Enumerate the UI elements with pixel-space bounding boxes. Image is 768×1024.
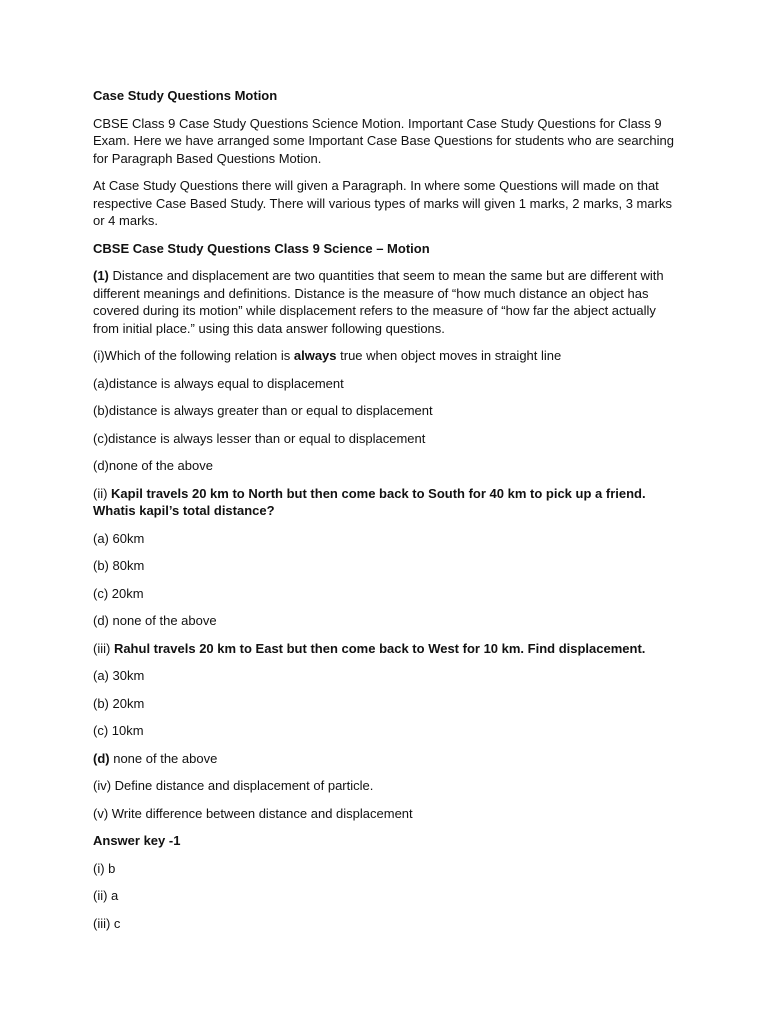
case-passage-text: Distance and displacement are two quantities that seem to mean the same but are different with different meanings and definitions. Distance is the measure of “how much distance an object has covered during its motion” while displacement refers to the measure of “how far the abject actually from initial place.” using this data answer following questions.: [93, 268, 664, 336]
document-page: [93, 87, 683, 942]
question-2-label: (ii): [93, 485, 112, 501]
section-heading: CBSE Case Study Questions Class 9 Science – Motion: [93, 240, 430, 256]
answer-2: (ii) a: [93, 888, 119, 903]
question-2-option-c: (c) 20km: [93, 585, 144, 601]
case-passage: [93, 267, 683, 337]
answer-key-heading: Answer key -1: [93, 833, 181, 848]
case-number: (1): [93, 268, 109, 283]
question-1-option-c: (c)distance is always lesser than or equal to displacement: [93, 430, 426, 446]
question-3-option-b: (b) 20km: [93, 695, 145, 711]
question-1-option-a: (a)distance is always equal to displacement: [93, 375, 344, 391]
question-1-option-d: (d)none of the above: [93, 458, 213, 473]
question-1-suffix: true when object moves in straight line: [336, 348, 562, 363]
question-3: [93, 640, 683, 658]
question-2-option-d: (d) none of the above: [93, 613, 217, 628]
question-5: (v) Write difference between distance and displacement: [93, 805, 413, 821]
question-4: (iv) Define distance and displacement of particle.: [93, 778, 374, 793]
question-2-text: Kapil travels 20 km to North but then come back to South for 40 km to pick up a friend. Whatis kapil’s total distance?: [93, 485, 646, 518]
question-1-option-b: (b)distance is always greater than or equal to displacement: [93, 403, 433, 418]
intro-paragraph-2: At Case Study Questions there will given a Paragraph. In where some Questions will made on that respective Case Based Study. There will various types of marks will given 1 marks, 2 marks, 3 marks or 4 marks.: [93, 178, 672, 228]
question-3-option-a: (a) 30km: [93, 668, 145, 683]
question-3-option-d-label: (d): [93, 750, 110, 766]
question-3-label: (iii): [93, 640, 114, 656]
question-2: [93, 485, 683, 520]
answer-1: (i) b: [93, 860, 116, 876]
intro-paragraph-1: CBSE Class 9 Case Study Questions Science Motion. Important Case Study Questions for Class 9 Exam. Here we have arranged some Important Case Base Questions for students who are searching for Paragraph Based Questions Motion.: [93, 115, 674, 166]
question-3-text: Rahul travels 20 km to East but then come back to West for 10 km. Find displacement.: [113, 640, 646, 656]
question-3-option-d-text: none of the above: [109, 750, 218, 766]
document-title: Case Study Questions Motion: [93, 88, 278, 103]
question-1-emphasis: always: [293, 348, 337, 363]
question-3-option-d: [93, 750, 683, 768]
question-3-option-c: (c) 10km: [93, 723, 144, 738]
question-2-option-a: (a) 60km: [93, 530, 145, 546]
question-2-option-b: (b) 80km: [93, 558, 145, 573]
question-1-prefix: (i)Which of the following relation is: [93, 348, 294, 363]
question-1: [93, 347, 683, 365]
answer-3: (iii) c: [93, 915, 121, 931]
